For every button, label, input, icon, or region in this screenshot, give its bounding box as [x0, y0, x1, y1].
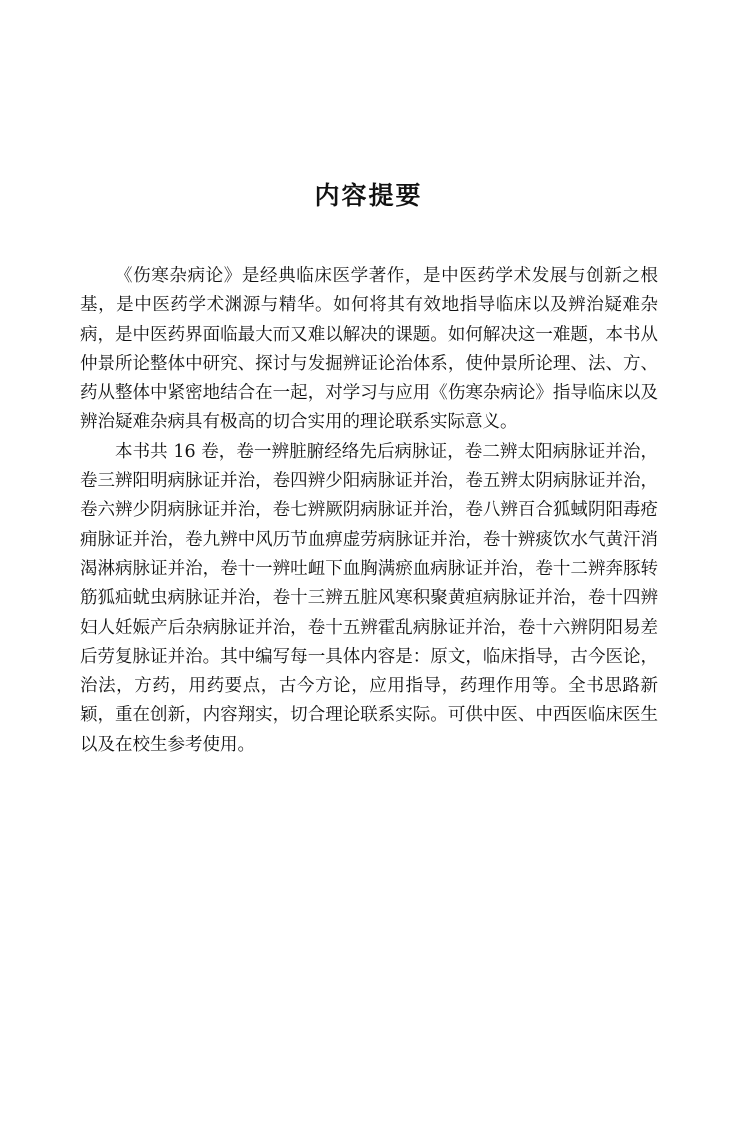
paragraph-intro: 《伤寒杂病论》是经典临床医学著作，是中医药学术发展与创新之根基，是中医药学术渊源与精华。如何将其有效地指导临床以及辨治疑难杂病，是中医药界面临最大而又难以解决的课题。如何解决这一难题，本书从仲景所论整体中研究、探讨与发掘辨证论治体系，使仲景所论理、法、方、药从整体中紧密地结合在一起，对学习与应用《伤寒杂病论》指导临床以及辨治疑难杂病具有极高的切合实用的理论联系实际意义。: [80, 266, 658, 433]
summary-body: [80, 262, 658, 760]
page-title: 内容提要: [314, 181, 423, 210]
paragraph-contents: 本书共 16 卷，卷一辨脏腑经络先后病脉证，卷二辨太阳病脉证并治，卷三辨阳明病脉证并治，卷四辨少阳病脉证并治，卷五辨太阴病脉证并治，卷六辨少阴病脉证并治，卷七辨厥阴病脉证并治，卷八辨百合狐蜮阴阳毒疮痈脉证并治，卷九辨中风历节血痹虚劳病脉证并治，卷十辨痰饮水气黄汗消渴淋病脉证并治，卷十一辨吐衄下血胸满瘀血病脉证并治，卷十二辨奔豚转筋狐疝蚘虫病脉证并治，卷十三辨五脏风寒积聚黄疸病脉证并治，卷十四辨妇人妊娠产后杂病脉证并治，卷十五辨霍乱病脉证并治，卷十六辨阴阳易差后劳复脉证并治。其中编写每一具体内容是：原文，临床指导，古今医论，治法，方药，用药要点，古今方论，应用指导，药理作用等。全书思路新颖，重在创新，内容翔实，切合理论联系实际。可供中医、中西医临床医生以及在校生参考使用。: [80, 441, 658, 755]
